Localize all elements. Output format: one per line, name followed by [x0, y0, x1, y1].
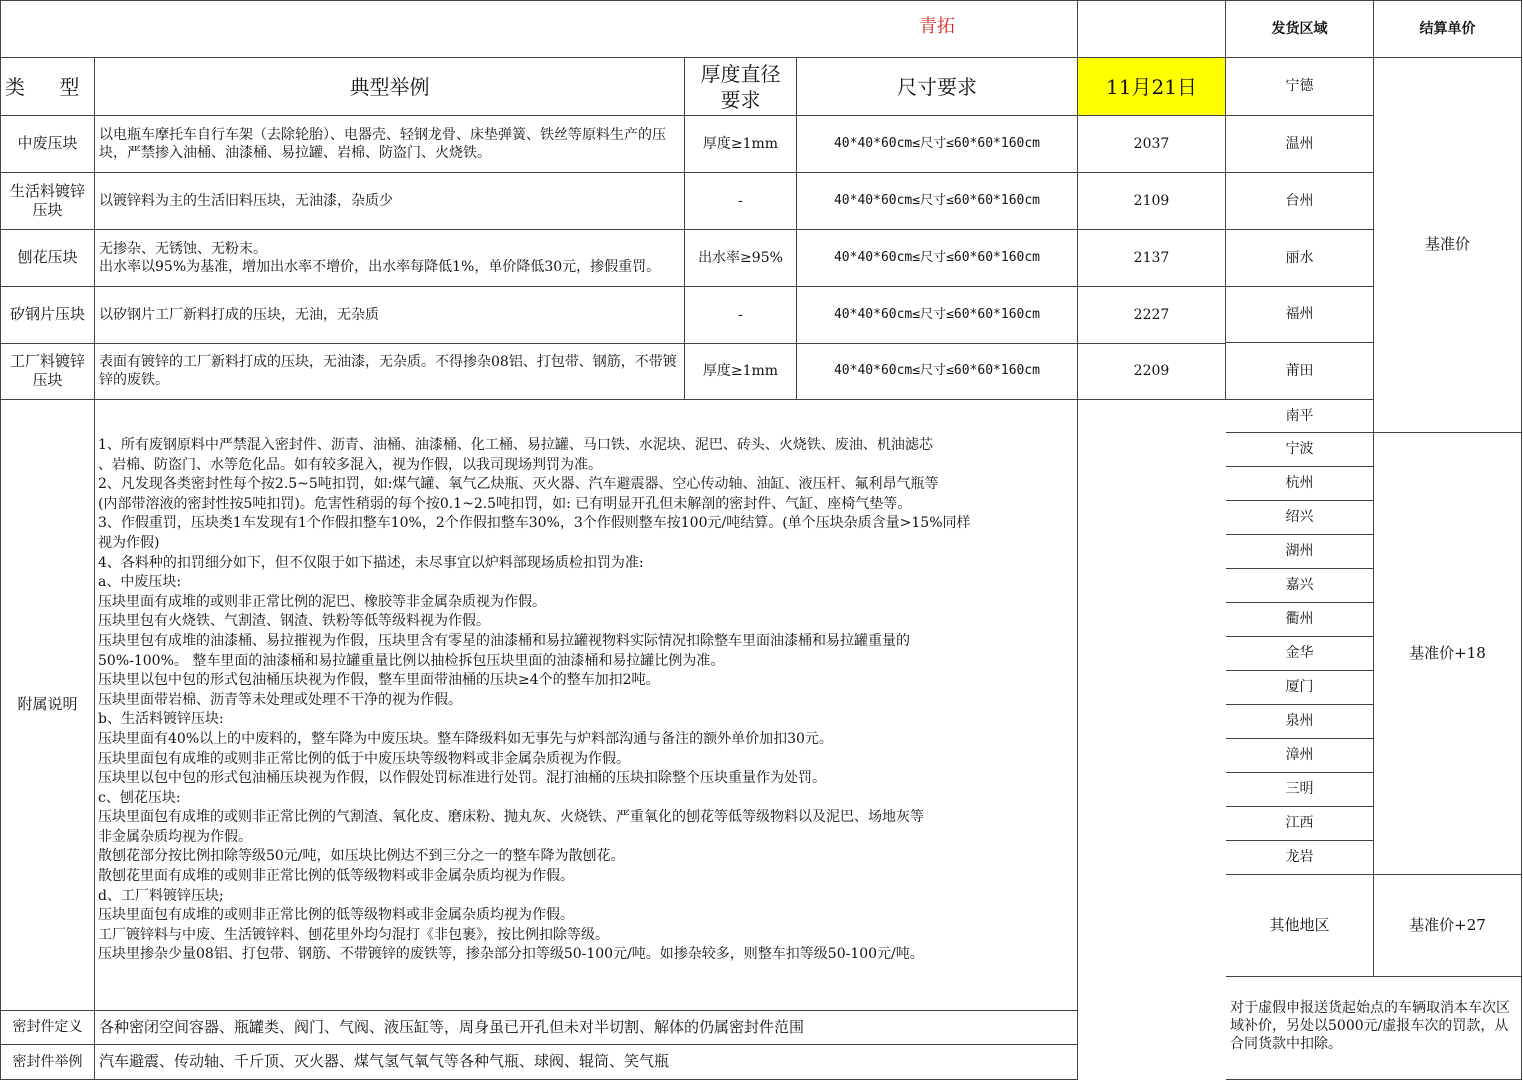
notes-line: 压块里以包中包的形式包油桶压块视为作假，整车里面带油桶的压块≥4个的整车加扣2吨。	[98, 672, 660, 689]
region-item: 南平	[1226, 400, 1374, 433]
region-item: 台州	[1226, 173, 1374, 230]
notes-line: a、中废压块:	[98, 574, 182, 591]
notes-line: 2、凡发现各类密封性每个按2.5~5吨扣罚，如:煤气罐、氧气乙炔瓶、灭火器、汽车避震器、空心传动轴、油缸、液压杆、氟利昂气瓶等	[98, 476, 939, 493]
notes-line: 3、作假重罚，压块类1车发现有1个作假扣整车10%，2个作假扣整车30%，3个作假则整车按100元/吨结算。(单个压块杂质含量>15%同样	[98, 515, 971, 532]
region-item: 龙岩	[1226, 841, 1374, 875]
row-example: 以电瓶车摩托车自行车架（去除轮胎）、电器壳、轻钢龙骨、床垫弹簧、铁丝等原料生产的压块，严禁掺入油桶、油漆桶、易拉罐、岩棉、防盗门、火烧铁。	[95, 116, 685, 173]
region-item: 厦门	[1226, 671, 1374, 705]
row-price: 2137	[1078, 230, 1226, 287]
notes-line: (内部带溶液的密封性按5吨扣罚)。危害性稍弱的每个按0.1~2.5吨扣罚，如: 已有明显开孔但未解剖的密封件、气缸、座椅气垫等。	[98, 495, 912, 512]
row-thickness: -	[685, 287, 797, 344]
row-size: 40*40*60cm≤尺寸≤60*60*160cm	[797, 173, 1078, 230]
row-type: 工厂料镀锌压块	[0, 343, 95, 400]
region-item: 嘉兴	[1226, 569, 1374, 603]
row-thickness: 出水率≥95%	[685, 230, 797, 287]
notes-line: 4、各料种的扣罚细分如下，但不仅限于如下描述，未尽事宜以炉料部现场质检扣罚为准:	[98, 554, 644, 571]
row-size: 40*40*60cm≤尺寸≤60*60*160cm	[797, 287, 1078, 344]
region-item: 宁波	[1226, 433, 1374, 467]
row-type: 矽钢片压块	[0, 287, 95, 344]
region-item: 衢州	[1226, 603, 1374, 637]
header-type: 类 型	[0, 58, 95, 116]
header-price: 结算单价	[1374, 0, 1522, 58]
region-item: 宁德	[1226, 58, 1374, 116]
row-thickness: 厚度≥1mm	[685, 343, 797, 400]
notes-line: 、岩棉、防盗门、水等危化品。如有较多混入，视为作假，以我司现场判罚为准。	[98, 456, 602, 473]
header-date: 11月21日	[1078, 58, 1226, 116]
region-other: 其他地区	[1226, 875, 1374, 977]
notes-line: 50%-100%。 整车里面的油漆桶和易拉罐重量比例以抽检拆包压块里面的油漆桶和易拉罐比例为准。	[98, 652, 725, 669]
notes-label: 附属说明	[0, 400, 95, 1011]
region-item: 温州	[1226, 116, 1374, 173]
notes-line: b、生活料镀锌压块:	[98, 711, 224, 728]
notes-line: 工厂镀锌料与中废、生活镀锌料、刨花里外均匀混打《非包裹》，按比例扣除等级。	[98, 926, 609, 943]
row-example: 表面有镀锌的工厂新料打成的压块，无油漆，无杂质。不得掺杂08铝、打包带、钢筋，不带镀锌的废铁。	[95, 343, 685, 400]
region-item: 漳州	[1226, 739, 1374, 773]
row-size: 40*40*60cm≤尺寸≤60*60*160cm	[797, 230, 1078, 287]
region-item: 泉州	[1226, 705, 1374, 739]
row-type: 刨花压块	[0, 230, 95, 287]
notes-line: 压块里包有成堆的油漆桶、易拉摧视为作假，压块里含有零星的油漆桶和易拉罐视物料实际情况扣除整车里面油漆桶和易拉罐重量的	[98, 632, 910, 649]
region-item: 三明	[1226, 773, 1374, 807]
seal-def-text: 各种密闭空间容器、瓶罐类、阀门、气阀、液压缸等，周身虽已开孔但未对半切割、解体的仍属密封件范围	[95, 1011, 1078, 1045]
penalty-note: 对于虚假申报送货起始点的车辆取消本车次区域补价，另处以5000元/虚报车次的罚款，从合同货款中扣除。	[1226, 977, 1522, 1080]
header-size: 尺寸要求	[797, 58, 1078, 116]
price-plus-27: 基准价+27	[1374, 875, 1522, 977]
notes-line: 散刨花部分按比例扣除等级50元/吨，如压块比例达不到三分之一的整车降为散刨花。	[98, 848, 625, 865]
seal-ex-text: 汽车避震、传动轴、千斤顶、灭火器、煤气氢气氧气等各种气瓶、球阀、辊筒、笑气瓶	[95, 1045, 1078, 1080]
row-thickness: -	[685, 173, 797, 230]
row-price: 2109	[1078, 173, 1226, 230]
title-banner	[0, 0, 1078, 58]
notes-line: 压块里面有40%以上的中废料的，整车降为中废压块。整车降级料如无事先与炉料部沟通与备注的额外单价加扣30元。	[98, 730, 833, 747]
notes-line: 压块里包有火烧铁、气割渣、钢渣、铁粉等低等级料视为作假。	[98, 613, 490, 630]
region-item: 江西	[1226, 807, 1374, 841]
region-item: 杭州	[1226, 467, 1374, 501]
notes-line: 压块里面包有成堆的或则非正常比例的低于中废压块等级物料或非金属杂质视为作假。	[98, 750, 630, 767]
header-blank	[1078, 0, 1226, 58]
notes-text	[98, 436, 1078, 965]
row-example: 以矽钢片工厂新料打成的压块，无油，无杂质	[95, 287, 685, 344]
notes-line: c、刨花压块:	[98, 789, 181, 806]
header-example: 典型举例	[95, 58, 685, 116]
region-item: 福州	[1226, 287, 1374, 343]
price-plus-18: 基准价+18	[1374, 433, 1522, 875]
row-thickness: 厚度≥1mm	[685, 116, 797, 173]
notes-line: d、工厂料镀锌压块;	[98, 887, 224, 904]
notes-line: 压块里以包中包的形式包油桶压块视为作假，以作假处罚标准进行处罚。混打油桶的压块扣除整个压块重量作为处罚。	[98, 770, 826, 787]
row-size: 40*40*60cm≤尺寸≤60*60*160cm	[797, 116, 1078, 173]
price-base: 基准价	[1374, 58, 1522, 433]
header-thickness: 厚度直径要求	[685, 58, 797, 116]
header-region: 发货区域	[1226, 0, 1374, 58]
notes-line: 压块里面包有成堆的或则非正常比例的气割渣、氧化皮、磨床粉、抛丸灰、火烧铁、严重氧化的刨花等低等级物料以及泥巴、场地灰等	[98, 809, 924, 826]
seal-def-label: 密封件定义	[0, 1011, 95, 1045]
seal-ex-label: 密封件举例	[0, 1045, 95, 1080]
notes-line: 压块里掺杂少量08铝、打包带、钢筋、不带镀锌的废铁等，掺杂部分扣等级50-100元/吨。如掺杂较多，则整车扣等级50-100元/吨。	[98, 946, 924, 963]
row-price: 2037	[1078, 116, 1226, 173]
region-item: 丽水	[1226, 230, 1374, 287]
notes-line: 散刨花里面有成堆的或则非正常比例的低等级物料或非金属杂质均视为作假。	[98, 868, 574, 885]
region-item: 莆田	[1226, 343, 1374, 400]
region-item: 绍兴	[1226, 501, 1374, 535]
notes-line: 压块里面有成堆的或则非正常比例的泥巴、橡胶等非金属杂质视为作假。	[98, 593, 546, 610]
row-price: 2227	[1078, 287, 1226, 344]
notes-line: 视为作假)	[98, 534, 160, 551]
notes-line: 1、所有废钢原料中严禁混入密封件、沥青、油桶、油漆桶、化工桶、易拉罐、马口铁、水泥块、泥巴、砖头、火烧铁、废油、机油滤芯	[98, 437, 933, 453]
brand-label: 青拓	[919, 16, 955, 37]
row-example: 无掺杂、无锈蚀、无粉末。 出水率以95%为基准，增加出水率不增价，出水率每降低1%，单价降低30元，掺假重罚。	[95, 230, 685, 287]
row-type: 生活料镀锌压块	[0, 173, 95, 230]
region-item: 湖州	[1226, 535, 1374, 569]
notes-line: 压块里面带岩棉、沥青等未处理或处理不干净的视为作假。	[98, 691, 462, 708]
notes-line: 压块里面包有成堆的或则非正常比例的低等级物料或非金属杂质均视为作假。	[98, 907, 574, 924]
row-type: 中废压块	[0, 116, 95, 173]
region-item: 金华	[1226, 637, 1374, 671]
row-size: 40*40*60cm≤尺寸≤60*60*160cm	[797, 343, 1078, 400]
row-price: 2209	[1078, 343, 1226, 400]
notes-line: 非金属杂质均视为作假。	[98, 828, 252, 845]
row-example: 以镀锌料为主的生活旧料压块，无油漆，杂质少	[95, 173, 685, 230]
